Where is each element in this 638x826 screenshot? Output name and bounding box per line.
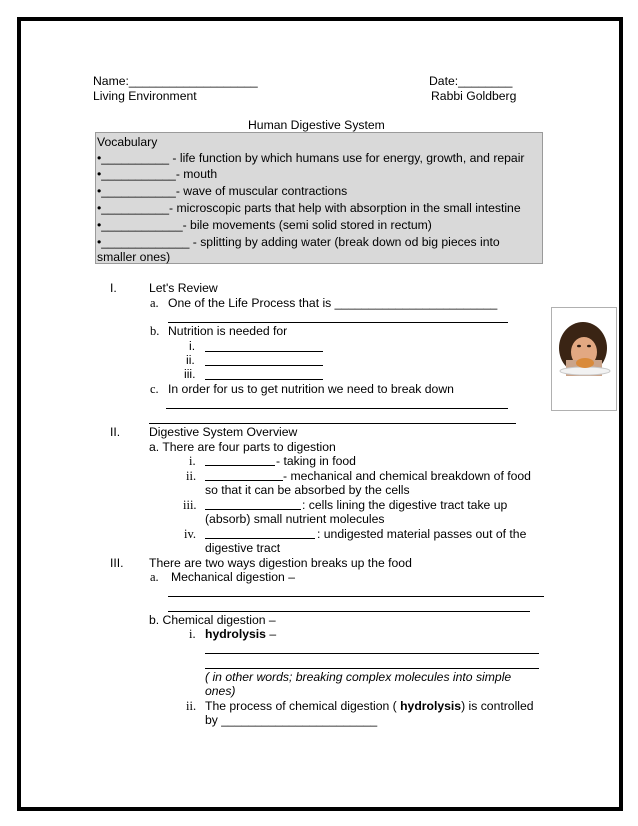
answer-line [168, 611, 530, 612]
question-text: digestive tract [205, 541, 281, 555]
sub-number: iii. [183, 498, 197, 512]
section-number: II. [110, 425, 121, 439]
hydrolysis-dash: – [265, 627, 277, 641]
sub-number: i. [189, 339, 196, 353]
date-field-label: Date:________ [429, 74, 513, 88]
answer-line [166, 408, 508, 409]
section-number: III. [110, 556, 124, 570]
vocab-item: •___________- wave of muscular contractions [97, 184, 348, 198]
question-text: - mechanical and chemical breakdown of food [283, 469, 531, 483]
vocab-item: •___________- mouth [97, 167, 218, 181]
teacher-name: Rabbi Goldberg [431, 89, 517, 103]
question-text [205, 699, 534, 713]
question-text: Mechanical digestion – [171, 570, 295, 584]
item-letter: b. [150, 324, 160, 338]
vocabulary-heading: Vocabulary [97, 135, 158, 149]
vocab-item: •__________- microscopic parts that help with absorption in the small intestine [97, 201, 521, 215]
question-text: so that it can be absorbed by the cells [205, 483, 410, 497]
sub-number: i. [189, 454, 196, 468]
vocab-item: •____________- bile movements (semi solid stored in rectum) [97, 218, 432, 232]
process-pre: The process of chemical digestion ( [205, 699, 401, 713]
question-text: : cells lining the digestive tract take up [302, 498, 508, 512]
hydrolysis-prompt [205, 627, 276, 641]
person-eating-photo [551, 307, 617, 411]
item-letter: c. [150, 382, 159, 396]
question-text: Nutrition is needed for [168, 324, 288, 338]
question-text: a. There are four parts to digestion [149, 440, 336, 454]
hydrolysis-term: hydrolysis [205, 627, 266, 641]
item-letter: a. [150, 570, 159, 584]
answer-line [205, 351, 323, 352]
vocab-item: •_____________ - splitting by adding water (break down od big pieces into [97, 235, 500, 249]
sub-number: ii. [186, 469, 197, 483]
answer-line [205, 538, 315, 539]
process-post: ) is controlled [461, 699, 534, 713]
answer-line [205, 365, 323, 366]
question-text: b. Chemical digestion – [149, 613, 276, 627]
sub-number: iv. [184, 527, 197, 541]
vocab-item: •__________ - life function by which humans use for energy, growth, and repair [97, 151, 525, 165]
question-text: In order for us to get nutrition we need to break down [168, 382, 454, 396]
section-title: Let's Review [149, 281, 218, 295]
answer-line [205, 509, 301, 510]
answer-line [168, 596, 544, 597]
answer-line [205, 379, 323, 380]
answer-line [149, 423, 516, 424]
sub-number: ii. [186, 699, 197, 713]
section-title: Digestive System Overview [149, 425, 298, 439]
question-text: One of the Life Process that is ________________________ [168, 296, 498, 310]
hydrolysis-term: hydrolysis [400, 699, 462, 713]
answer-line [168, 322, 508, 323]
item-letter: a. [150, 296, 159, 310]
note-text: ( in other words; breaking complex molecules into simple [205, 670, 512, 684]
question-text: : undigested material passes out of the [317, 527, 527, 541]
section-title: There are two ways digestion breaks up the food [149, 556, 412, 570]
question-text: (absorb) small nutrient molecules [205, 512, 385, 526]
sub-number: i. [189, 627, 196, 641]
sub-number: iii. [184, 367, 196, 381]
name-field-label: Name:___________________ [93, 74, 258, 88]
answer-line [205, 668, 539, 669]
section-number: I. [110, 281, 117, 295]
question-text: by _______________________ [205, 713, 378, 727]
vocab-item: smaller ones) [97, 250, 171, 264]
sub-number: ii. [186, 353, 195, 367]
note-text: ones) [205, 684, 236, 698]
page-title: Human Digestive System [248, 118, 385, 132]
answer-line [205, 653, 539, 654]
question-text: - taking in food [276, 454, 356, 468]
class-name: Living Environment [93, 89, 197, 103]
answer-line [205, 480, 283, 481]
answer-line [205, 465, 275, 466]
